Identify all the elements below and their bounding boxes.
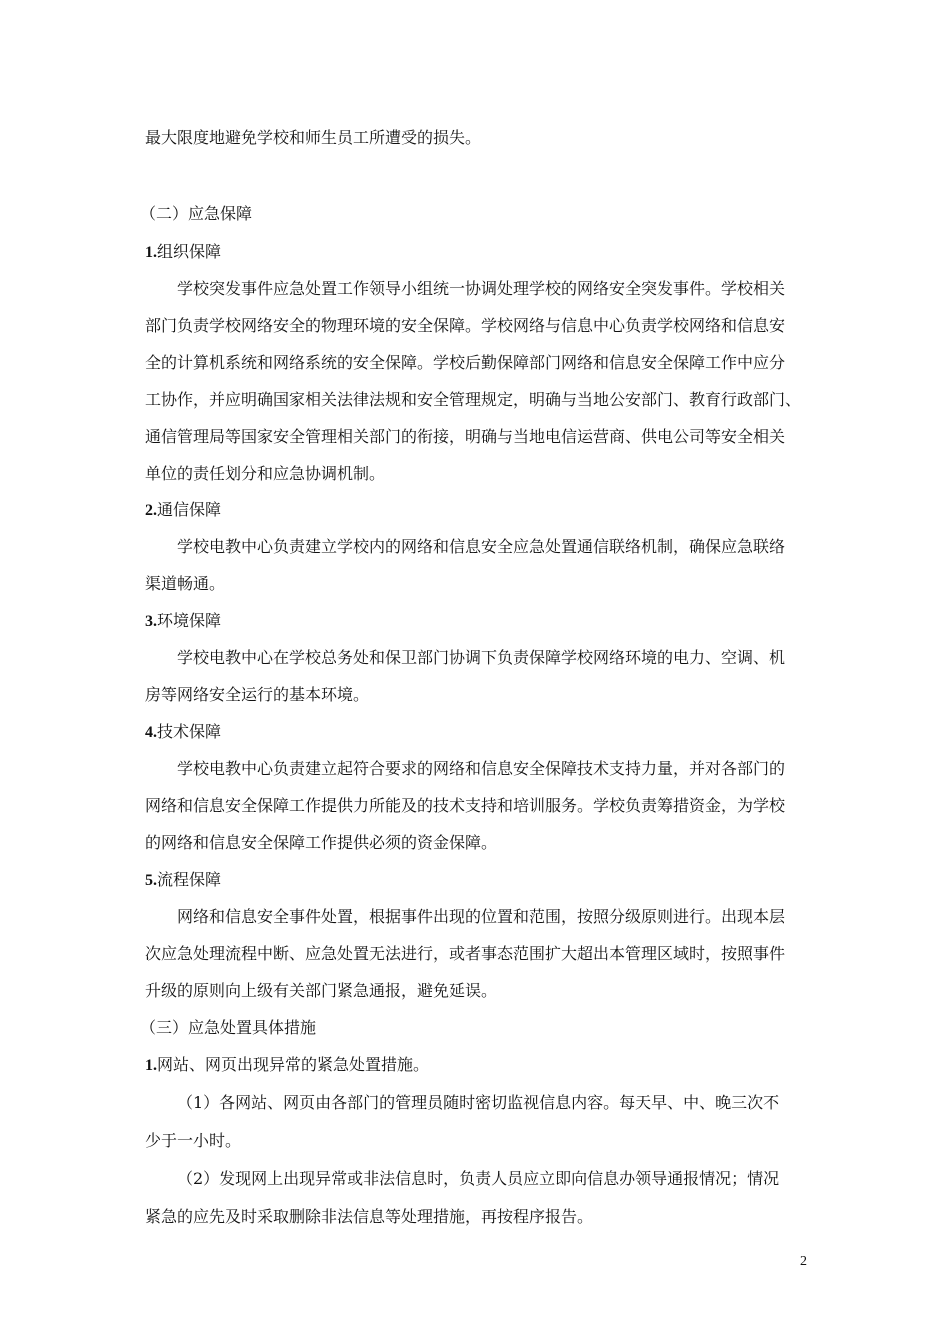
subsection-heading bbox=[145, 722, 221, 743]
paragraph-line: 升级的原则向上级有关部门紧急通报，避免延误。 bbox=[145, 981, 498, 1000]
section-heading: （二）应急保障 bbox=[140, 204, 253, 223]
paragraph-line: 学校电教中心负责建立起符合要求的网络和信息安全保障技术支持力量，并对各部门的 bbox=[177, 759, 786, 778]
paragraph-line: 部门负责学校网络安全的物理环境的安全保障。学校网络与信息中心负责学校网络和信息安 bbox=[145, 316, 786, 335]
subsection-title: 网站、网页出现异常的紧急处置措施。 bbox=[157, 1055, 430, 1074]
paragraph-line: 学校突发事件应急处置工作领导小组统一协调处理学校的网络安全突发事件。学校相关 bbox=[177, 279, 786, 298]
paragraph-line: 通信管理局等国家安全管理相关部门的衔接，明确与当地电信运营商、供电公司等安全相关 bbox=[145, 427, 786, 446]
subsection-number: 4. bbox=[145, 724, 157, 741]
subsection-title: 通信保障 bbox=[157, 500, 222, 519]
section-heading: （三）应急处置具体措施 bbox=[140, 1018, 317, 1037]
paragraph-line: 学校电教中心负责建立学校内的网络和信息安全应急处置通信联络机制，确保应急联络 bbox=[177, 537, 786, 556]
subsection-title: 流程保障 bbox=[157, 870, 222, 889]
paragraph-line: 单位的责任划分和应急协调机制。 bbox=[145, 464, 386, 483]
subsection-number: 3. bbox=[145, 613, 157, 630]
paragraph-line: （1）各网站、网页由各部门的管理员随时密切监视信息内容。每天早、中、晚三次不 bbox=[177, 1093, 780, 1112]
paragraph-line: 最大限度地避免学校和师生员工所遭受的损失。 bbox=[145, 128, 482, 147]
paragraph-line: 网络和信息安全事件处置，根据事件出现的位置和范围，按照分级原则进行。出现本层 bbox=[177, 907, 786, 926]
subsection-heading bbox=[145, 500, 221, 521]
paragraph-line: 次应急处理流程中断、应急处置无法进行，或者事态范围扩大超出本管理区域时，按照事件 bbox=[145, 944, 786, 963]
paragraph-line: 房等网络安全运行的基本环境。 bbox=[145, 685, 370, 704]
subsection-heading bbox=[145, 242, 221, 263]
subsection-heading bbox=[145, 611, 221, 632]
subsection-number: 1. bbox=[145, 244, 157, 261]
subsection-heading bbox=[145, 1055, 429, 1076]
paragraph-line: 工协作，并应明确国家相关法律法规和安全管理规定，明确与当地公安部门、教育行政部门、 bbox=[145, 390, 802, 409]
paragraph-line: 全的计算机系统和网络系统的安全保障。学校后勤保障部门网络和信息安全保障工作中应分 bbox=[145, 353, 786, 372]
paragraph-line: 渠道畅通。 bbox=[145, 574, 226, 593]
subsection-number: 1. bbox=[145, 1057, 157, 1074]
paragraph-line: 学校电教中心在学校总务处和保卫部门协调下负责保障学校网络环境的电力、空调、机 bbox=[177, 648, 786, 667]
subsection-title: 技术保障 bbox=[157, 722, 222, 741]
subsection-title: 组织保障 bbox=[157, 242, 222, 261]
paragraph-line: 的网络和信息安全保障工作提供必须的资金保障。 bbox=[145, 833, 498, 852]
page-number: 2 bbox=[800, 1254, 807, 1269]
paragraph-line: （2）发现网上出现异常或非法信息时，负责人员应立即向信息办领导通报情况；情况 bbox=[177, 1169, 780, 1188]
subsection-number: 5. bbox=[145, 872, 157, 889]
subsection-title: 环境保障 bbox=[157, 611, 222, 630]
paragraph-line: 紧急的应先及时采取删除非法信息等处理措施，再按程序报告。 bbox=[145, 1207, 594, 1226]
paragraph-line: 少于一小时。 bbox=[145, 1131, 242, 1150]
paragraph-line: 网络和信息安全保障工作提供力所能及的技术支持和培训服务。学校负责筹措资金，为学校 bbox=[145, 796, 786, 815]
subsection-number: 2. bbox=[145, 502, 157, 519]
subsection-heading bbox=[145, 870, 221, 891]
